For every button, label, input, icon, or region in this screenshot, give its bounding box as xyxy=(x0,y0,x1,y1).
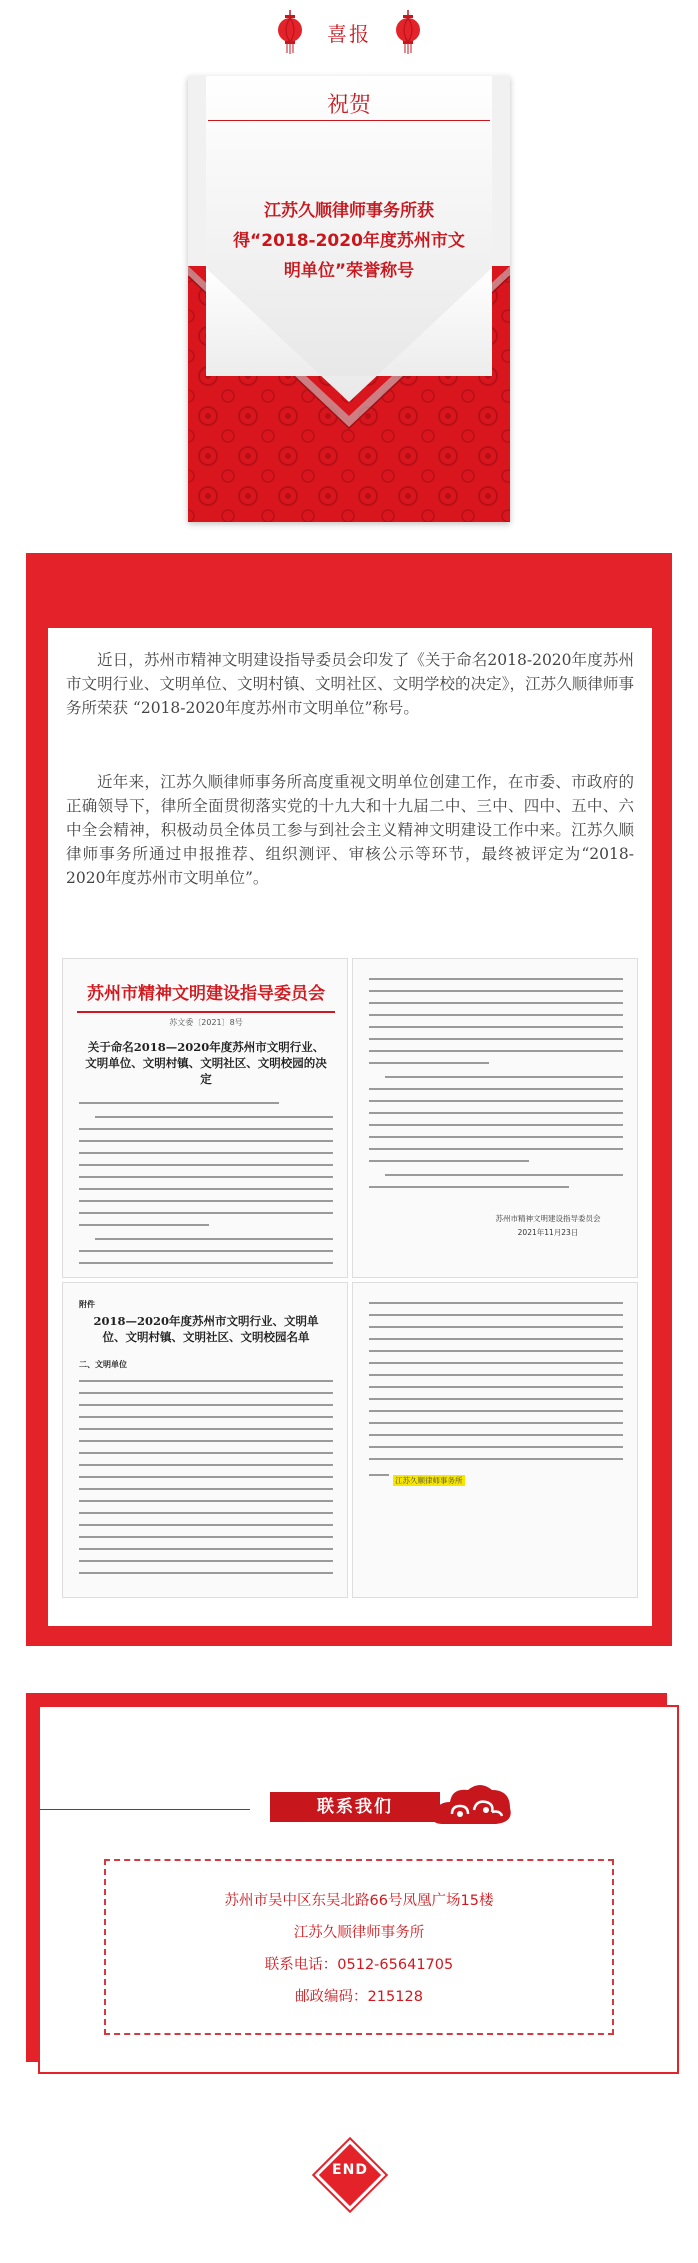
article-body xyxy=(48,628,652,1626)
end-label: END xyxy=(332,2162,368,2178)
header xyxy=(0,0,698,62)
attachment-title: 2018—2020年度苏州市文明行业、文明单位、文明村镇、文明社区、文明校园名单 xyxy=(93,1314,319,1344)
attachment-label: 附件 xyxy=(79,1300,95,1309)
document-number: 苏文委〔2021〕8号 xyxy=(169,1018,243,1027)
highlighted-firm-name: 江苏久顺律师事务所 xyxy=(395,1476,463,1485)
document-page xyxy=(62,958,348,1278)
document-page xyxy=(352,958,638,1278)
document-title: 关于命名2018—2020年度苏州市文明行业、文明单位、文明村镇、文明社区、文明校园的决定 xyxy=(85,1040,327,1086)
floral-pattern xyxy=(188,76,510,522)
contact-phone[interactable]: 联系电话：0512-65641705 xyxy=(264,1957,454,1973)
article-paragraph: 近年来，江苏久顺律师事务所高度重视文明单位创建工作，在市委、市政府的正确领导下，律所全面贯彻落实党的十九大和十九届二中、三中、四中、五中、六中全会精神，积极动员全体员工参与到社会主义精神文明建设工作中来。江苏久顺律师事务所通过申报推荐、组织测评、审核公示等环节，最终被评定为“2018-2020年度苏州市文明单位”。 xyxy=(66,773,634,887)
section-label: 二、文明单位 xyxy=(79,1360,127,1369)
article-paragraph: 近日，苏州市精神文明建设指导委员会印发了《关于命名2018-2020年度苏州市文明行业、文明单位、文明村镇、文明社区、文明学校的决定》，江苏久顺律师事务所荣获 “2018-2020年度苏州市文明单位”称号。 xyxy=(66,651,634,717)
envelope-heading: 祝贺 xyxy=(326,93,371,118)
contact-banner: 联系我们 xyxy=(270,1792,440,1822)
document-text-lines xyxy=(79,1099,333,1269)
contact-info-box xyxy=(104,1859,614,2035)
contact-postcode: 邮政编码：215128 xyxy=(295,1989,423,2005)
document-scan-collage xyxy=(62,958,638,1598)
award-message: 江苏久顺律师事务所获得“2018-2020年度苏州市文明单位”荣誉称号 xyxy=(233,201,465,281)
document-signature: 苏州市精神文明建设指导委员会 xyxy=(495,1214,601,1223)
lantern-icon xyxy=(394,10,422,54)
document-text-lines xyxy=(369,975,623,1205)
document-page xyxy=(352,1282,638,1598)
document-red-rule xyxy=(77,1011,335,1013)
divider xyxy=(208,120,490,121)
divider xyxy=(40,1809,250,1810)
congrats-envelope xyxy=(188,76,510,522)
contact-firm-name: 江苏久顺律师事务所 xyxy=(293,1925,425,1941)
contact-card xyxy=(38,1705,679,2074)
auspicious-cloud-icon xyxy=(430,1780,514,1830)
contact-address: 苏州市吴中区东吴北路66号凤凰广场15楼 xyxy=(224,1893,494,1909)
document-org-name: 苏州市精神文明建设指导委员会 xyxy=(87,984,325,1004)
document-text-lines xyxy=(79,1377,333,1587)
document-page xyxy=(62,1282,348,1598)
page-title: 喜报 xyxy=(327,22,371,46)
document-date: 2021年11月23日 xyxy=(517,1228,579,1237)
document-text-lines xyxy=(369,1299,623,1479)
